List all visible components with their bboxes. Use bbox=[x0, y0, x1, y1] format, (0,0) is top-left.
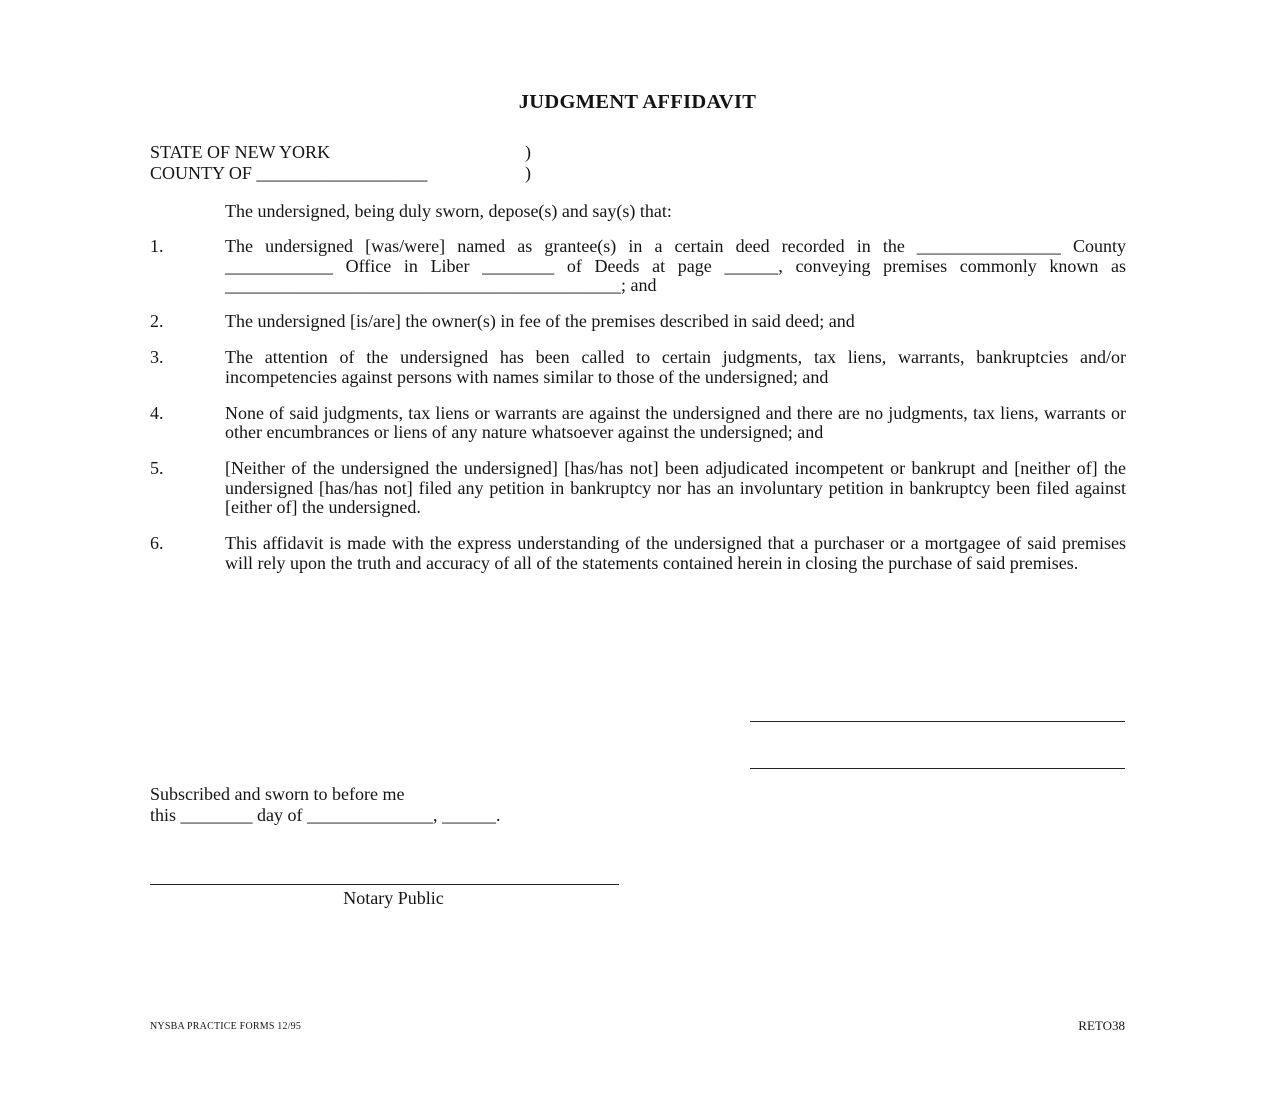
footer-form-source: NYSBA PRACTICE FORMS 12/95 bbox=[150, 1021, 302, 1032]
footer-form-code: RETO38 bbox=[1078, 1018, 1125, 1033]
statement-text: [Neither of the undersigned the undersigned] [has/has not] been adjudicated incompetent or bankrupt and [neither of] the undersigned [has/has not] filed any petition in bankruptcy nor has an involuntary petition in bankruptcy been filed against [either of] the undersigned. bbox=[225, 458, 1126, 517]
statement-number: 3. bbox=[150, 347, 164, 367]
venue-county-row bbox=[150, 163, 531, 184]
notary-signature-line bbox=[150, 884, 619, 885]
venue-state-row bbox=[150, 142, 531, 163]
statement-item bbox=[150, 312, 1126, 332]
statement-text: This affidavit is made with the express understanding of the undersigned that a purchaser or a mortgagee of said premises will rely upon the truth and accuracy of all of the statements contained herein in closing the purchase of said premises. bbox=[225, 533, 1126, 573]
jurat-line-2: this ________ day of ______________, ______. bbox=[150, 805, 501, 825]
affiant-signature-line-2 bbox=[750, 768, 1125, 769]
venue-paren-2: ) bbox=[525, 163, 531, 183]
statement-number: 6. bbox=[150, 533, 164, 553]
affiant-signature-line-1 bbox=[750, 721, 1125, 722]
intro-statement: The undersigned, being duly sworn, depose(s) and say(s) that: bbox=[225, 201, 672, 221]
statement-item bbox=[150, 237, 1126, 296]
statement-item bbox=[150, 348, 1126, 387]
statement-number: 2. bbox=[150, 311, 164, 331]
statement-text: The undersigned [is/are] the owner(s) in fee of the premises described in said deed; and bbox=[225, 311, 855, 331]
jurat-line-1: Subscribed and sworn to before me bbox=[150, 784, 405, 804]
statement-item bbox=[150, 459, 1126, 518]
statement-text: None of said judgments, tax liens or warrants are against the undersigned and there are no judgments, tax liens, warrants or other encumbrances or liens of any nature whatsoever against the undersigned; and bbox=[225, 402, 1126, 442]
venue-state: STATE OF NEW YORK bbox=[150, 142, 331, 162]
document-title: JUDGMENT AFFIDAVIT bbox=[518, 91, 757, 113]
numbered-statements bbox=[150, 237, 1126, 590]
venue-paren-1: ) bbox=[525, 142, 531, 162]
statement-item bbox=[150, 404, 1126, 443]
statement-number: 1. bbox=[150, 236, 164, 256]
venue-county: COUNTY OF ___________________ bbox=[150, 163, 428, 183]
venue-block bbox=[150, 142, 531, 184]
statement-item bbox=[150, 534, 1126, 573]
jurat-block bbox=[150, 784, 501, 826]
statement-text: The undersigned [was/were] named as grantee(s) in a certain deed recorded in the ________________ County ____________ Office in Liber ________ of Deeds at page ______, conveying premises commonly known as ____________________________________________; and bbox=[225, 236, 1126, 295]
statement-text: The attention of the undersigned has been called to certain judgments, tax liens, warrants, bankruptcies and/or incompetencies against persons with names similar to those of the undersigned; and bbox=[225, 347, 1126, 387]
statement-number: 4. bbox=[150, 402, 164, 423]
notary-label: Notary Public bbox=[343, 888, 444, 908]
statement-number: 5. bbox=[150, 458, 164, 478]
